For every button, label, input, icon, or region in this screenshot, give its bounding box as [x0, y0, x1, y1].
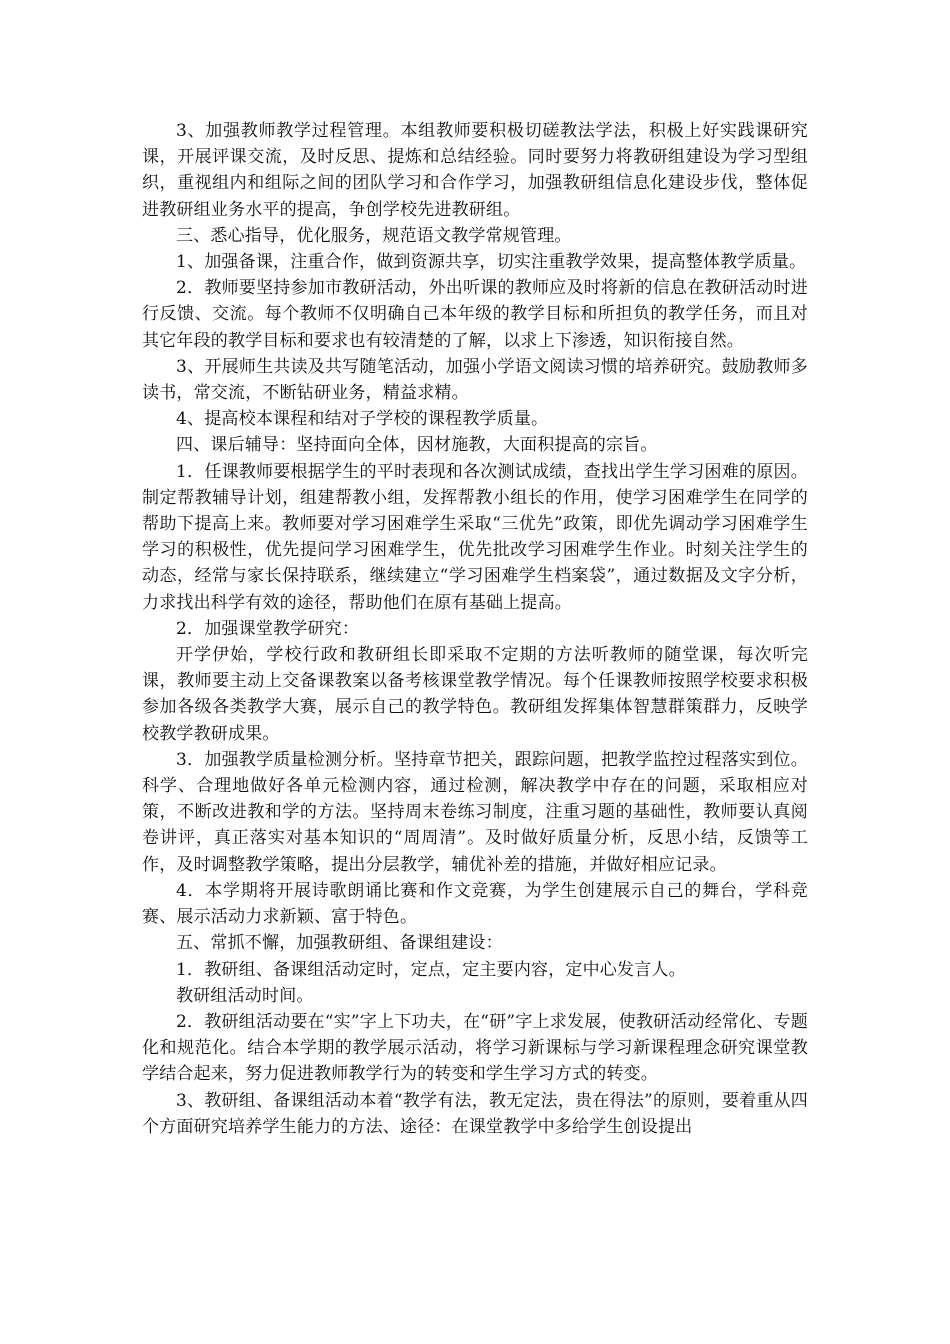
paragraph: 1．教研组、备课组活动定时，定点，定主要内容，定中心发言人。 [176, 959, 686, 980]
paragraph: 2．加强课堂教学研究： [176, 618, 360, 639]
section-heading: 五、常抓不懈，加强教研组、备课组建设： [176, 933, 503, 954]
section-heading: 四、课后辅导：坚持面向全体，因材施教，大面积提高的宗旨。 [176, 435, 658, 456]
paragraph: 1．任课教师要根据学生的平时表现和各次测试成绩，查找出学生学习困难的原因。制定帮教辅导计划，组建帮教小组，发挥帮教小组长的作用，使学习困难学生在同学的帮助下提高上来。教师要对学习困难学生采取“三优先”政策，即优先调动学习困难学生学习的积极性，优先提问学习困难学生，优先批改学习困难学生作业。时刻关注学生的动态，经常与家长保持联系，继续建立“学习困难学生档案袋”，通过数据及文字分析，力求找出科学有效的途径，帮助他们在原有基础上提高。 [142, 461, 808, 613]
paragraph: 2．教师要坚持参加市教研活动，外出听课的教师应及时将新的信息在教研活动时进行反馈、交流。每个教师不仅明确自己本年级的教学目标和所担负的教学任务，而且对其它年段的教学目标和要求也有较清楚的了解，以求上下渗透，知识衔接自然。 [142, 278, 808, 351]
paragraph: 3、加强教师教学过程管理。本组教师要积极切磋教法学法，积极上好实践课研究课，开展评课交流，及时反思、提炼和总结经验。同时要努力将教研组建设为学习型组织，重视组内和组际之间的团队学习和合作学习，加强教研组信息化建设步伐，整体促进教研组业务水平的提高，争创学校先进教研组。 [142, 121, 808, 220]
paragraph: 3、教研组、备课组活动本着“教学有法，教无定法，贵在得法”的原则，要着重从四个方面研究培养学生能力的方法、途径：在课堂教学中多给学生创设提出 [142, 1090, 808, 1137]
paragraph: 1、加强备课，注重合作，做到资源共享，切实注重教学效果，提高整体教学质量。 [176, 252, 807, 273]
paragraph: 教研组活动时间。 [176, 985, 314, 1006]
document-body [142, 118, 808, 1140]
paragraph: 2．教研组活动要在“实”字上下功夫，在“研”字上求发展，使教研活动经常化、专题化和规范化。结合本学期的教学展示活动，将学习新课标与学习新课程理念研究课堂教学结合起来，努力促进教师教学行为的转变和学生学习方式的转变。 [142, 1011, 808, 1085]
section-heading: 三、悉心指导，优化服务，规范语文教学常规管理。 [176, 225, 572, 246]
paragraph: 4．本学期将开展诗歌朗诵比赛和作文竞赛，为学生创建展示自己的舞台，学科竞赛、展示活动力求新颖、富于特色。 [142, 880, 808, 928]
paragraph: 4、提高校本课程和结对子学校的课程教学质量。 [176, 409, 549, 430]
paragraph: 3、开展师生共读及共写随笔活动，加强小学语文阅读习惯的培养研究。鼓励教师多读书，常交流，不断钻研业务，精益求精。 [142, 356, 808, 404]
paragraph: 3．加强教学质量检测分析。坚持章节把关，跟踪问题，把教学监控过程落实到位。科学、合理地做好各单元检测内容，通过检测，解决教学中存在的问题，采取相应对策，不断改进教和学的方法。坚持周末卷练习制度，注重习题的基础性，教师要认真阅卷讲评，真正落实对基本知识的“周周清”。及时做好质量分析，反思小结，反馈等工作，及时调整教学策略，提出分层教学，辅优补差的措施，并做好相应记录。 [142, 749, 808, 875]
paragraph: 开学伊始，学校行政和教研组长即采取不定期的方法听教师的随堂课，每次听完课，教师要主动上交备课教案以备考核课堂教学情况。每个任课教师按照学校要求积极参加各级各类教学大赛，展示自己的教学特色。教研组发挥集体智慧群策群力，反映学校教学教研成果。 [142, 645, 808, 744]
